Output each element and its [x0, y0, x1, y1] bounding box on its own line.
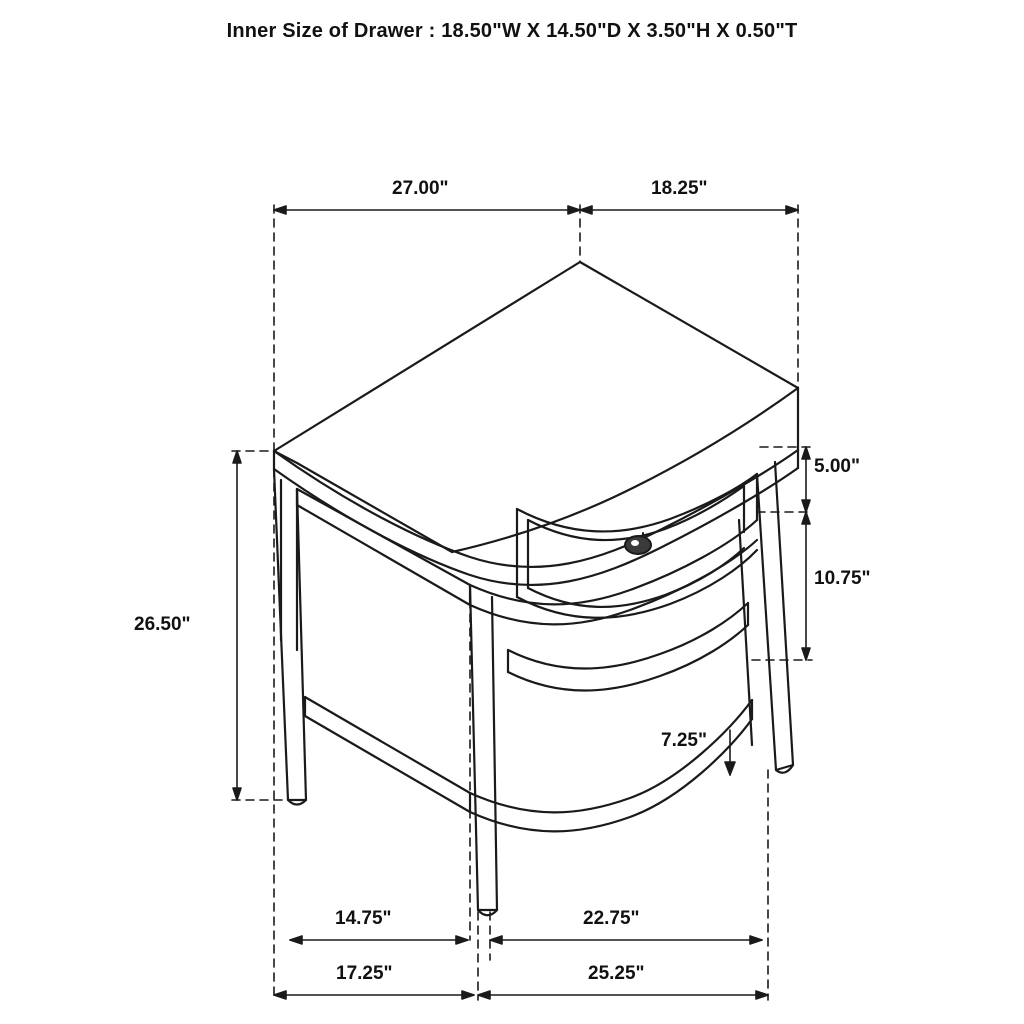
- dimension-label-bottom-inner-left: 14.75": [335, 908, 392, 929]
- dimension-label-overall-height: 26.50": [134, 614, 191, 635]
- page-title: Inner Size of Drawer : 18.50"W X 14.50"D X 3.50"H X 0.50"T: [226, 20, 798, 42]
- dimension-label-right-upper: 5.00": [814, 456, 860, 477]
- dimension-label-shelf-height: 7.25": [661, 730, 707, 751]
- dimension-label-bottom-inner-right: 22.75": [583, 908, 640, 929]
- lower-shelf: [305, 603, 752, 831]
- dimension-label-bottom-outer-left: 17.25": [336, 963, 393, 984]
- dimension-label-top-right-width: 18.25": [651, 178, 708, 199]
- dimension-label-right-middle: 10.75": [814, 568, 871, 589]
- dimension-label-top-left-width: 27.00": [392, 178, 449, 199]
- dimension-label-bottom-outer-right: 25.25": [588, 963, 645, 984]
- table-apron: [281, 480, 757, 650]
